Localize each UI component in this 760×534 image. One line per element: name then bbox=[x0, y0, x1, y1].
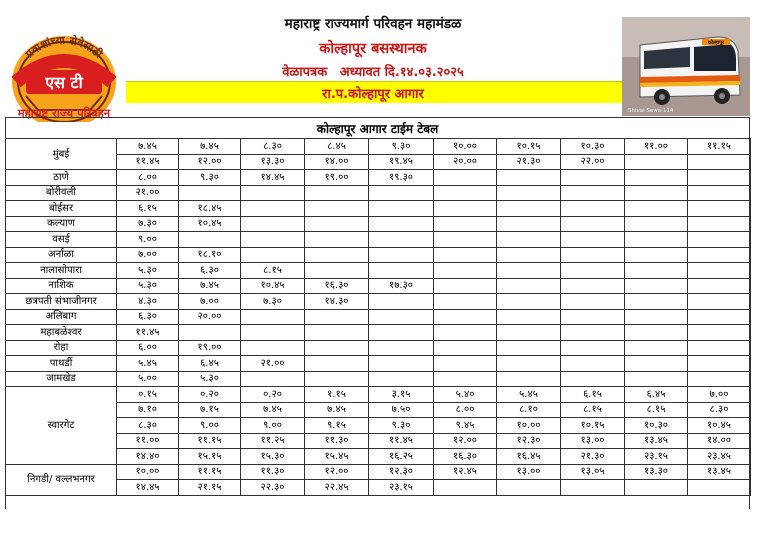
departure-time: १९.०० bbox=[179, 340, 241, 356]
departure-time: ६.३० bbox=[179, 263, 241, 279]
departure-time bbox=[305, 232, 369, 248]
updated-line bbox=[128, 62, 618, 80]
departure-time: १५.३० bbox=[241, 449, 305, 465]
departure-time bbox=[625, 170, 688, 186]
departure-time bbox=[179, 232, 241, 248]
departure-time bbox=[369, 232, 434, 248]
departure-time bbox=[241, 371, 305, 387]
departure-time bbox=[561, 278, 625, 294]
departure-time: ९.०० bbox=[179, 418, 241, 434]
route-name: अलिबाग bbox=[6, 309, 117, 325]
departure-time: ९.३० bbox=[369, 139, 434, 155]
departure-time: १७.३० bbox=[369, 278, 434, 294]
departure-time bbox=[179, 185, 241, 201]
departure-time bbox=[688, 185, 751, 201]
route-name: पाथर्डी bbox=[6, 356, 117, 372]
bus-caption: Shivai Sewa 114 bbox=[628, 108, 674, 114]
departure-time: २१.३० bbox=[561, 449, 625, 465]
departure-time bbox=[497, 232, 561, 248]
table-row bbox=[6, 464, 751, 480]
departure-time bbox=[305, 263, 369, 279]
departure-time bbox=[434, 371, 497, 387]
departure-time bbox=[561, 247, 625, 263]
departure-time bbox=[497, 294, 561, 310]
departure-time: १९.३० bbox=[369, 170, 434, 186]
departure-time: ८.१५ bbox=[241, 263, 305, 279]
departure-time bbox=[625, 185, 688, 201]
table-row bbox=[6, 170, 751, 186]
depot-name: कोल्हापूर बसस्थानक bbox=[319, 41, 427, 57]
departure-time bbox=[497, 170, 561, 186]
departure-time bbox=[434, 309, 497, 325]
departure-time: १८.१० bbox=[179, 247, 241, 263]
table-row bbox=[6, 294, 751, 310]
departure-time bbox=[305, 309, 369, 325]
route-name: कल्याण bbox=[6, 216, 117, 232]
departure-time: २२.३० bbox=[241, 480, 305, 496]
departure-time: ५.०० bbox=[117, 371, 179, 387]
departure-time: ०.१५ bbox=[117, 387, 179, 403]
departure-time: १०.४५ bbox=[688, 418, 751, 434]
departure-time: ९.०० bbox=[241, 418, 305, 434]
departure-time: ७.४५ bbox=[305, 402, 369, 418]
route-name: छत्रपती संभाजीनगर bbox=[6, 294, 117, 310]
departure-time bbox=[241, 216, 305, 232]
departure-time: ५.४० bbox=[434, 387, 497, 403]
departure-time: ७.३० bbox=[241, 294, 305, 310]
departure-time bbox=[561, 309, 625, 325]
departure-time bbox=[434, 185, 497, 201]
departure-time bbox=[625, 263, 688, 279]
departure-time: १४.३० bbox=[305, 294, 369, 310]
departure-time: ११.१५ bbox=[688, 139, 751, 155]
departure-time: १६.३० bbox=[305, 278, 369, 294]
departure-time: १६.४५ bbox=[497, 449, 561, 465]
departure-time: १३.०५ bbox=[561, 464, 625, 480]
departure-time: ८.३० bbox=[241, 139, 305, 155]
departure-time bbox=[497, 309, 561, 325]
departure-time: १५.४५ bbox=[305, 449, 369, 465]
route-name: नालासोपारा bbox=[6, 263, 117, 279]
departure-time bbox=[305, 371, 369, 387]
departure-time: १३.३० bbox=[625, 464, 688, 480]
departure-time bbox=[688, 216, 751, 232]
agar-name: रा.प.कोल्हापूर आगार bbox=[322, 87, 424, 102]
departure-time: १.१५ bbox=[305, 387, 369, 403]
departure-time: ५.४५ bbox=[117, 356, 179, 372]
departure-time bbox=[625, 371, 688, 387]
departure-time: १३.४५ bbox=[625, 433, 688, 449]
route-name: निगडी/ वल्लभनगर bbox=[6, 464, 117, 495]
departure-time: १०.१५ bbox=[497, 139, 561, 155]
departure-time bbox=[434, 278, 497, 294]
departure-time bbox=[497, 247, 561, 263]
departure-time: १३.०० bbox=[497, 464, 561, 480]
departure-time bbox=[625, 201, 688, 217]
route-name: नाशिक bbox=[6, 278, 117, 294]
departure-time: १६.२५ bbox=[369, 449, 434, 465]
table-row bbox=[6, 356, 751, 372]
departure-time: ६.३० bbox=[117, 309, 179, 325]
departure-time bbox=[625, 480, 688, 496]
departure-time: १०.०० bbox=[117, 464, 179, 480]
logo-top-text: प्रवाशांच्या सेवेसाठी bbox=[22, 33, 105, 61]
departure-time: ५.३० bbox=[117, 278, 179, 294]
departure-time: २१.०० bbox=[117, 185, 179, 201]
msrtc-logo bbox=[2, 22, 126, 122]
departure-time bbox=[561, 294, 625, 310]
departure-time: ८.१५ bbox=[561, 402, 625, 418]
table-row bbox=[6, 371, 751, 387]
departure-time bbox=[305, 356, 369, 372]
departure-time bbox=[625, 309, 688, 325]
updated-label: वेळापत्रक bbox=[282, 65, 328, 80]
departure-time bbox=[305, 185, 369, 201]
route-name: बोईसर bbox=[6, 201, 117, 217]
departure-time bbox=[434, 294, 497, 310]
departure-time bbox=[434, 170, 497, 186]
bus-sign: कोल्हापूर bbox=[707, 40, 725, 46]
departure-time bbox=[179, 325, 241, 341]
departure-time bbox=[305, 201, 369, 217]
departure-time: २१.०० bbox=[241, 356, 305, 372]
route-name: वसई bbox=[6, 232, 117, 248]
departure-time bbox=[305, 325, 369, 341]
departure-time bbox=[241, 232, 305, 248]
route-name: महाबळेश्वर bbox=[6, 325, 117, 341]
departure-time: १०.३० bbox=[561, 139, 625, 155]
departure-time bbox=[688, 371, 751, 387]
departure-time: ७.१० bbox=[117, 402, 179, 418]
departure-time bbox=[497, 325, 561, 341]
departure-time: ८.१० bbox=[497, 402, 561, 418]
departure-time bbox=[369, 340, 434, 356]
departure-time: २१.३० bbox=[497, 154, 561, 170]
departure-time bbox=[561, 170, 625, 186]
route-name: बोरीवली bbox=[6, 185, 117, 201]
departure-time: १४.४५ bbox=[241, 170, 305, 186]
departure-time: १०.०० bbox=[497, 418, 561, 434]
departure-time: १०.१५ bbox=[561, 418, 625, 434]
departure-time bbox=[434, 263, 497, 279]
departure-time bbox=[305, 340, 369, 356]
departure-time bbox=[625, 278, 688, 294]
departure-time: ८.३० bbox=[688, 402, 751, 418]
departure-time: ९.४५ bbox=[434, 418, 497, 434]
departure-time bbox=[305, 216, 369, 232]
departure-time: ०.२० bbox=[179, 387, 241, 403]
departure-time bbox=[688, 232, 751, 248]
departure-time bbox=[625, 232, 688, 248]
departure-time: १८.४५ bbox=[179, 201, 241, 217]
table-row bbox=[6, 139, 751, 155]
bus-photo bbox=[622, 17, 750, 116]
route-name: जामखेड bbox=[6, 371, 117, 387]
timetable bbox=[5, 138, 751, 496]
departure-time: ११.४५ bbox=[117, 325, 179, 341]
departure-time bbox=[497, 356, 561, 372]
departure-time: १९.०० bbox=[305, 170, 369, 186]
departure-time bbox=[497, 201, 561, 217]
departure-time bbox=[625, 340, 688, 356]
departure-time bbox=[497, 185, 561, 201]
route-name: रोहा bbox=[6, 340, 117, 356]
departure-time: ६.४५ bbox=[625, 387, 688, 403]
departure-time bbox=[688, 201, 751, 217]
departure-time bbox=[688, 294, 751, 310]
departure-time bbox=[688, 340, 751, 356]
departure-time bbox=[688, 309, 751, 325]
departure-time: ११.३० bbox=[305, 433, 369, 449]
table-row bbox=[6, 201, 751, 217]
departure-time: ११.४५ bbox=[369, 433, 434, 449]
departure-time bbox=[434, 232, 497, 248]
logo-bottom-text: महाराष्ट्र राज्य परिवहन bbox=[17, 106, 111, 120]
departure-time bbox=[561, 232, 625, 248]
departure-time bbox=[688, 170, 751, 186]
departure-time: २३.४५ bbox=[688, 449, 751, 465]
departure-time: ०.२० bbox=[241, 387, 305, 403]
table-row bbox=[6, 480, 751, 496]
departure-time: १४.०० bbox=[688, 433, 751, 449]
departure-time bbox=[241, 325, 305, 341]
departure-time bbox=[241, 340, 305, 356]
departure-time bbox=[241, 247, 305, 263]
departure-time bbox=[561, 371, 625, 387]
departure-time: २२.०० bbox=[561, 154, 625, 170]
departure-time: १०.३० bbox=[625, 418, 688, 434]
departure-time bbox=[241, 185, 305, 201]
table-row bbox=[6, 278, 751, 294]
departure-time: ९.१५ bbox=[305, 418, 369, 434]
departure-time bbox=[369, 216, 434, 232]
departure-time bbox=[497, 340, 561, 356]
table-row bbox=[6, 402, 751, 418]
departure-time: ५.४५ bbox=[497, 387, 561, 403]
table-row bbox=[6, 247, 751, 263]
departure-time: ११.४५ bbox=[117, 154, 179, 170]
departure-time: ७.०० bbox=[179, 294, 241, 310]
departure-time: २०.०० bbox=[434, 154, 497, 170]
table-row bbox=[6, 340, 751, 356]
departure-time: ११.०० bbox=[625, 139, 688, 155]
departure-time: ९.०० bbox=[117, 232, 179, 248]
departure-time bbox=[625, 216, 688, 232]
departure-time: ८.४५ bbox=[305, 139, 369, 155]
departure-time bbox=[434, 325, 497, 341]
departure-time: ७.४५ bbox=[179, 139, 241, 155]
departure-time: ८.०० bbox=[434, 402, 497, 418]
departure-time: २०.०० bbox=[179, 309, 241, 325]
departure-time: १३.३० bbox=[241, 154, 305, 170]
departure-time: १२.०० bbox=[305, 464, 369, 480]
departure-time bbox=[369, 356, 434, 372]
departure-time bbox=[434, 201, 497, 217]
departure-time: ७.३० bbox=[117, 216, 179, 232]
departure-time bbox=[688, 480, 751, 496]
departure-time bbox=[434, 340, 497, 356]
departure-time: ८.०० bbox=[117, 170, 179, 186]
departure-time bbox=[497, 263, 561, 279]
table-title: कोल्हापूर आगार टाईम टेबल bbox=[316, 122, 439, 136]
departure-time: ११.२५ bbox=[241, 433, 305, 449]
departure-time bbox=[625, 325, 688, 341]
departure-time: ५.३० bbox=[179, 371, 241, 387]
table-row bbox=[6, 263, 751, 279]
departure-time bbox=[688, 263, 751, 279]
departure-time: १२.३० bbox=[369, 464, 434, 480]
departure-time bbox=[625, 154, 688, 170]
updated-date: अध्यावत दि.१४.०३.२०२५ bbox=[339, 65, 464, 80]
departure-time bbox=[561, 356, 625, 372]
table-row bbox=[6, 418, 751, 434]
departure-time: ६.१५ bbox=[117, 201, 179, 217]
departure-time bbox=[688, 325, 751, 341]
departure-time bbox=[369, 294, 434, 310]
departure-time: १९.४५ bbox=[369, 154, 434, 170]
departure-time bbox=[305, 247, 369, 263]
table-row bbox=[6, 449, 751, 465]
departure-time bbox=[561, 185, 625, 201]
departure-time bbox=[369, 201, 434, 217]
departure-time: ६.०० bbox=[117, 340, 179, 356]
departure-time bbox=[497, 278, 561, 294]
departure-time: ८.१५ bbox=[625, 402, 688, 418]
departure-time: ७.४५ bbox=[117, 139, 179, 155]
table-row bbox=[6, 387, 751, 403]
departure-time bbox=[688, 154, 751, 170]
departure-time bbox=[369, 247, 434, 263]
departure-time: २१.१५ bbox=[179, 480, 241, 496]
departure-time bbox=[497, 371, 561, 387]
departure-time: ७.०० bbox=[688, 387, 751, 403]
departure-time: ७.१५ bbox=[179, 402, 241, 418]
departure-time: १५.१५ bbox=[179, 449, 241, 465]
departure-time: ६.४५ bbox=[179, 356, 241, 372]
departure-time bbox=[369, 185, 434, 201]
departure-time bbox=[625, 247, 688, 263]
departure-time: १३.४५ bbox=[688, 464, 751, 480]
departure-time: २३.१५ bbox=[625, 449, 688, 465]
table-row bbox=[6, 433, 751, 449]
departure-time: ९.३० bbox=[179, 170, 241, 186]
departure-time: ११.३० bbox=[241, 464, 305, 480]
departure-time: ११.१५ bbox=[179, 433, 241, 449]
departure-time: १०.४५ bbox=[179, 216, 241, 232]
departure-time: ७.४५ bbox=[179, 278, 241, 294]
departure-time bbox=[434, 247, 497, 263]
route-name: अर्नाळा bbox=[6, 247, 117, 263]
departure-time: ३.१५ bbox=[369, 387, 434, 403]
departure-time: ५.३० bbox=[117, 263, 179, 279]
departure-time: १४.४५ bbox=[117, 480, 179, 496]
departure-time: २३.१५ bbox=[369, 480, 434, 496]
departure-time bbox=[497, 480, 561, 496]
route-name: स्वारगेट bbox=[6, 387, 117, 465]
departure-time: ७.४५ bbox=[241, 402, 305, 418]
departure-time: १२.३० bbox=[497, 433, 561, 449]
departure-time bbox=[625, 294, 688, 310]
table-row bbox=[6, 309, 751, 325]
departure-time: १२.०० bbox=[179, 154, 241, 170]
departure-time bbox=[434, 216, 497, 232]
departure-time: १२.४५ bbox=[434, 464, 497, 480]
departure-time: ७.५० bbox=[369, 402, 434, 418]
departure-time bbox=[369, 309, 434, 325]
table-row bbox=[6, 232, 751, 248]
departure-time bbox=[561, 480, 625, 496]
departure-time: ११.०० bbox=[117, 433, 179, 449]
route-name: मुंबई bbox=[6, 139, 117, 170]
departure-time bbox=[369, 263, 434, 279]
departure-time bbox=[241, 309, 305, 325]
org-name: महाराष्ट्र राज्यमार्ग परिवहन महामंडळ bbox=[284, 16, 462, 32]
departure-time bbox=[688, 356, 751, 372]
departure-time: ४.३० bbox=[117, 294, 179, 310]
departure-time bbox=[561, 216, 625, 232]
departure-time: १४.०० bbox=[305, 154, 369, 170]
departure-time bbox=[369, 325, 434, 341]
departure-time: ८.३० bbox=[117, 418, 179, 434]
departure-time bbox=[497, 216, 561, 232]
table-row bbox=[6, 185, 751, 201]
departure-time: १६.३० bbox=[434, 449, 497, 465]
route-name: ठाणे bbox=[6, 170, 117, 186]
departure-time bbox=[561, 340, 625, 356]
departure-time: ११.१५ bbox=[179, 464, 241, 480]
departure-time bbox=[625, 356, 688, 372]
departure-time: १४.४० bbox=[117, 449, 179, 465]
departure-time bbox=[434, 480, 497, 496]
departure-time: ९.३० bbox=[369, 418, 434, 434]
departure-time bbox=[434, 356, 497, 372]
departure-time: १२.०० bbox=[434, 433, 497, 449]
table-row bbox=[6, 154, 751, 170]
departure-time bbox=[561, 325, 625, 341]
departure-time bbox=[688, 278, 751, 294]
departure-time: ७.०० bbox=[117, 247, 179, 263]
departure-time: १०.४५ bbox=[241, 278, 305, 294]
departure-time bbox=[688, 247, 751, 263]
departure-time: १०.०० bbox=[434, 139, 497, 155]
departure-time bbox=[561, 263, 625, 279]
logo-center-text: एस टी bbox=[45, 73, 83, 92]
departure-time bbox=[369, 371, 434, 387]
departure-time bbox=[241, 201, 305, 217]
departure-time bbox=[561, 201, 625, 217]
departure-time: २२.४५ bbox=[305, 480, 369, 496]
table-row bbox=[6, 216, 751, 232]
table-row bbox=[6, 325, 751, 341]
departure-time: १३.०० bbox=[561, 433, 625, 449]
departure-time: ६.१५ bbox=[561, 387, 625, 403]
